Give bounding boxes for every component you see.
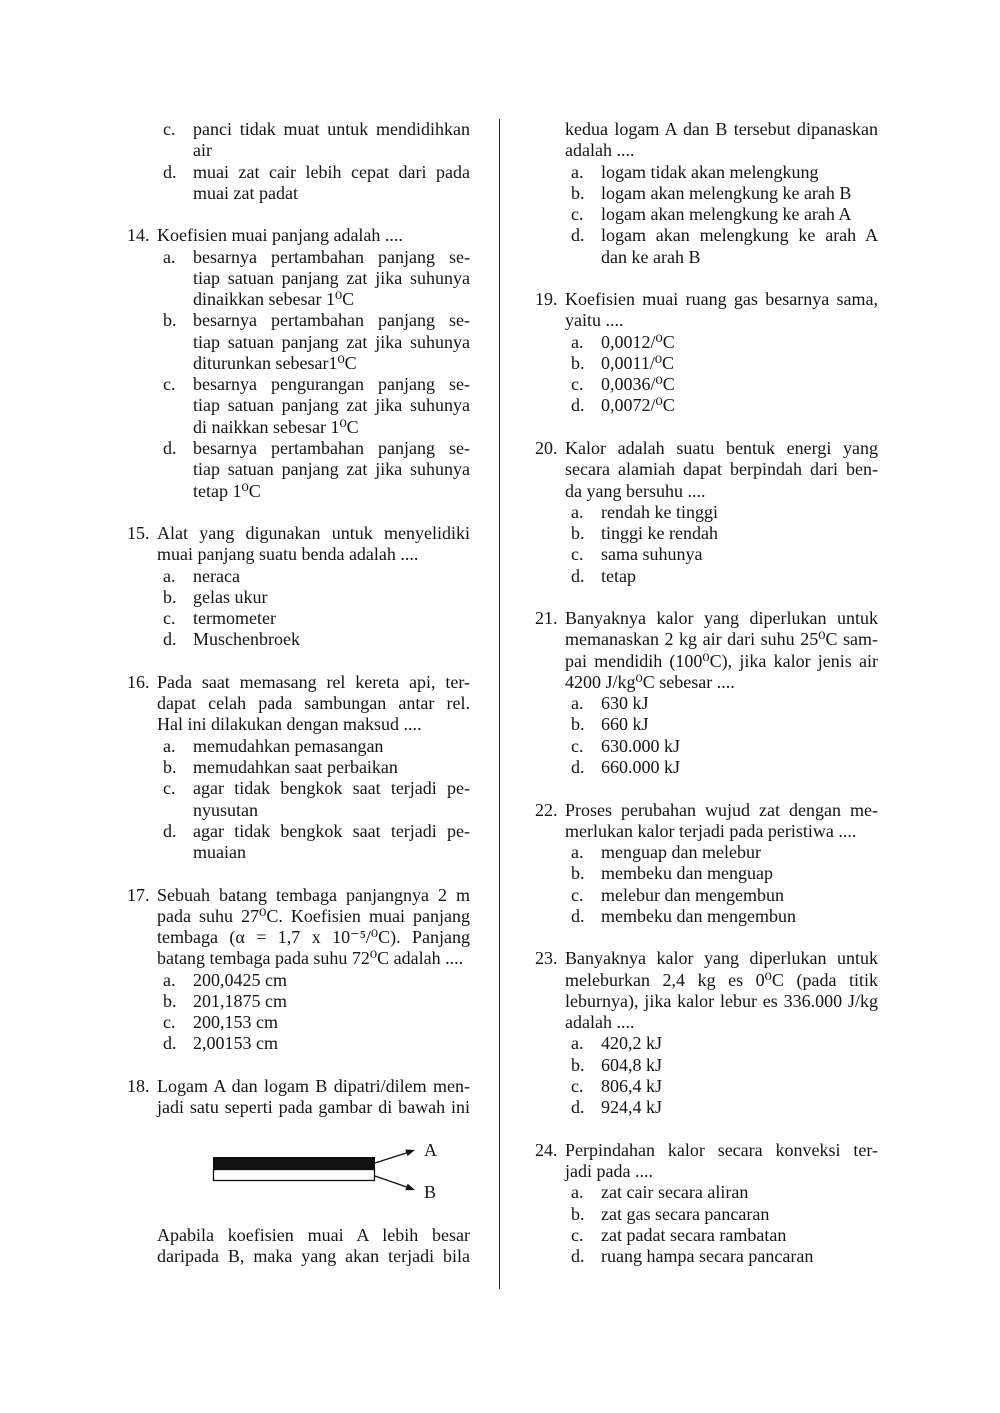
q21-option-c-letter: c. xyxy=(571,735,584,756)
q14-option-b-line: tiap satuan panjang zat jika suhunya xyxy=(193,331,470,352)
q22-option-c-letter: c. xyxy=(571,884,584,905)
q23-option-a-letter: a. xyxy=(571,1033,584,1054)
q20-stem-line: da yang bersuhu .... xyxy=(565,480,706,501)
q23-option-a xyxy=(571,1033,878,1054)
q16-option-c xyxy=(163,778,470,799)
q18-stem xyxy=(127,1075,470,1097)
q22-option-c-text: melebur dan mengembun xyxy=(601,884,784,905)
q15-option-d xyxy=(163,629,470,650)
q17-option-d xyxy=(163,1033,470,1054)
q23-option-c-letter: c. xyxy=(571,1075,584,1096)
q23-stem-line: meleburkan 2,4 kg es 0⁰C (pada titik xyxy=(565,969,878,990)
q24-option-b xyxy=(571,1203,878,1225)
q21-option-a xyxy=(571,693,878,714)
q15-stem xyxy=(127,523,470,544)
q15-number: 15. xyxy=(127,523,150,544)
q15-option-d-letter: d. xyxy=(163,629,177,650)
q14-option-a-letter: a. xyxy=(163,246,176,267)
q23-option-d xyxy=(571,1097,878,1118)
q14-stem xyxy=(127,225,470,246)
q23-option-c-text: 806,4 kJ xyxy=(601,1075,663,1096)
q17-option-c-text: 200,153 cm xyxy=(193,1012,278,1033)
q24-option-a-text: zat cair secara aliran xyxy=(601,1182,749,1203)
q17-stem xyxy=(127,884,470,906)
q20-option-a-letter: a. xyxy=(571,501,584,522)
q18-option-c-text: logam akan melengkung ke arah A xyxy=(601,204,852,225)
q21-stem xyxy=(535,608,878,629)
q19-option-b-text: 0,0011/⁰C xyxy=(601,352,675,373)
q22-stem-line: merlukan kalor terjadi pada peristiwa .... xyxy=(565,820,857,841)
q17-number: 17. xyxy=(127,884,150,905)
q24-option-d-text: ruang hampa secara pancaran xyxy=(601,1246,814,1267)
q20-option-a-text: rendah ke tinggi xyxy=(601,501,718,522)
right-column xyxy=(535,119,878,1267)
q13-option-c-line: air xyxy=(193,140,212,161)
q18-option-c-letter: c. xyxy=(571,204,584,225)
q20-stem-text: Kalor adalah suatu bentuk energi yang xyxy=(565,437,878,458)
q18-option-b xyxy=(571,182,878,204)
q19-stem-line: yaitu .... xyxy=(565,310,624,331)
q22-option-d xyxy=(571,905,878,927)
q16-stem-line: Hal ini dilakukan dengan maksud .... xyxy=(157,714,422,735)
q16-option-b-letter: b. xyxy=(163,756,177,777)
q16-option-c-letter: c. xyxy=(163,778,176,799)
q24-option-b-text: zat gas secara pancaran xyxy=(601,1203,770,1224)
q19-option-c xyxy=(571,374,878,395)
q15-option-a-letter: a. xyxy=(163,565,176,586)
q20-number: 20. xyxy=(535,437,558,458)
q15-option-b-letter: b. xyxy=(163,586,177,607)
q14-option-c-text: besarnya pengurangan panjang se- xyxy=(193,374,470,395)
q23-option-b xyxy=(571,1054,878,1076)
column-divider xyxy=(499,119,500,1289)
q14-option-b-letter: b. xyxy=(163,310,177,331)
q21-option-a-text: 630 kJ xyxy=(601,693,649,714)
q24-option-a xyxy=(571,1182,878,1203)
q19-number: 19. xyxy=(535,289,558,310)
q22-option-b-letter: b. xyxy=(571,863,585,884)
q21-option-b xyxy=(571,714,878,735)
q22-stem xyxy=(535,799,878,821)
q21-option-a-letter: a. xyxy=(571,693,584,714)
q21-option-b-letter: b. xyxy=(571,714,585,735)
q14-option-d-letter: d. xyxy=(163,437,177,458)
q13-option-d-letter: d. xyxy=(163,161,177,182)
q16-option-b-text: memudahkan saat perbaikan xyxy=(193,756,398,777)
q23-number: 23. xyxy=(535,948,558,969)
q18-option-d xyxy=(571,225,878,246)
q24-option-c-text: zat padat secara rambatan xyxy=(601,1224,787,1245)
q20-option-b xyxy=(571,523,878,544)
q14-option-a-text: besarnya pertambahan panjang se- xyxy=(193,246,470,267)
q19-option-a xyxy=(571,331,878,353)
q24-option-d-letter: d. xyxy=(571,1246,585,1267)
q18-figure xyxy=(127,1118,470,1224)
q15-option-c xyxy=(163,608,470,629)
q21-number: 21. xyxy=(535,608,558,629)
q15-option-c-letter: c. xyxy=(163,608,176,629)
q19-stem xyxy=(535,289,878,310)
q18-option-a-letter: a. xyxy=(571,161,584,182)
q18-option-b-letter: b. xyxy=(571,182,585,203)
q23-stem-line: leburnya), jika kalor lebur es 336.000 J/kg xyxy=(565,990,878,1011)
q16-option-a xyxy=(163,735,470,757)
q19-option-d-letter: d. xyxy=(571,395,585,416)
label-b: B xyxy=(424,1182,437,1203)
arrow-a-line xyxy=(375,1153,407,1163)
q18-stem-continued-line: Apabila koefisien muai A lebih besar xyxy=(157,1224,470,1245)
q17-option-d-text: 2,00153 cm xyxy=(193,1033,278,1054)
q14-option-c-letter: c. xyxy=(163,374,176,395)
q18-option-d-line: dan ke arah B xyxy=(601,246,701,267)
q17-option-a xyxy=(163,969,470,991)
q24-stem-line: jadi pada .... xyxy=(565,1161,653,1182)
q15-option-d-text: Muschenbroek xyxy=(193,629,300,650)
q15-option-b xyxy=(163,586,470,608)
q17-stem-line: pada suhu 27⁰C. Koefisien muai panjang xyxy=(157,905,470,926)
q18-stem-continued-line: daripada B, maka yang akan terjadi bila xyxy=(157,1246,470,1267)
q18-option-d-letter: d. xyxy=(571,225,585,246)
q20-option-b-text: tinggi ke rendah xyxy=(601,523,718,544)
q14-option-b-line: diturunkan sebesar1⁰C xyxy=(193,352,357,373)
q21-option-b-text: 660 kJ xyxy=(601,714,649,735)
q18-option-a xyxy=(571,161,878,183)
q18-stem-text: Logam A dan logam B dipatri/dilem men- xyxy=(157,1075,470,1096)
q24-stem-text: Perpindahan kalor secara konveksi ter- xyxy=(565,1139,878,1160)
q19-option-c-letter: c. xyxy=(571,374,584,395)
q17-option-b xyxy=(163,990,470,1012)
q21-option-d-text: 660.000 kJ xyxy=(601,756,681,777)
q14-option-b-text: besarnya pertambahan panjang se- xyxy=(193,310,470,331)
q14-option-c xyxy=(163,374,470,395)
q16-stem xyxy=(127,671,470,693)
q23-stem-line: adalah .... xyxy=(565,1012,635,1033)
q16-option-d xyxy=(163,820,470,842)
q13-option-d xyxy=(163,161,470,183)
q21-stem-line: memanaskan 2 kg air dari suhu 25⁰C sam- xyxy=(565,629,878,650)
q20-option-c xyxy=(571,544,878,565)
q23-option-b-letter: b. xyxy=(571,1054,585,1075)
q17-stem-text: Sebuah batang tembaga panjangnya 2 m xyxy=(157,884,470,905)
q17-option-d-letter: d. xyxy=(163,1033,177,1054)
q22-option-a-letter: a. xyxy=(571,842,584,863)
q13-option-c-letter: c. xyxy=(163,119,176,139)
q24-option-a-letter: a. xyxy=(571,1182,584,1203)
q23-option-a-text: 420,2 kJ xyxy=(601,1033,663,1054)
q20-option-a xyxy=(571,501,878,523)
q20-option-b-letter: b. xyxy=(571,523,585,544)
q17-stem-line: batang tembaga pada suhu 72⁰C adalah .... xyxy=(157,948,464,969)
q17-option-a-letter: a. xyxy=(163,969,176,990)
q18-option-a-text: logam tidak akan melengkung xyxy=(601,161,819,182)
q18-option-d-text: logam akan melengkung ke arah A xyxy=(601,225,878,246)
q14-option-b xyxy=(163,310,470,331)
q22-option-b-text: membeku dan menguap xyxy=(601,863,773,884)
q20-stem xyxy=(535,437,878,459)
q24-option-b-letter: b. xyxy=(571,1203,585,1224)
q20-stem-line: secara alamiah dapat berpindah dari ben- xyxy=(565,459,878,480)
q19-option-d-text: 0,0072/⁰C xyxy=(601,395,675,416)
q23-option-d-letter: d. xyxy=(571,1097,585,1118)
q22-option-d-letter: d. xyxy=(571,905,585,926)
left-column xyxy=(127,119,470,1267)
q20-option-d-text: tetap xyxy=(601,565,636,586)
q13-option-d-line: muai zat padat xyxy=(193,182,298,203)
q14-number: 14. xyxy=(127,225,150,246)
q24-option-c xyxy=(571,1224,878,1246)
q19-option-a-letter: a. xyxy=(571,331,584,352)
arrow-a-head-icon xyxy=(405,1150,415,1157)
q22-option-c xyxy=(571,884,878,906)
q14-option-c-line: di naikkan sebesar 1⁰C xyxy=(193,416,359,437)
q16-option-d-line: muaian xyxy=(193,842,246,863)
q19-option-d xyxy=(571,395,878,416)
q20-option-d-letter: d. xyxy=(571,565,585,586)
q17-option-a-text: 200,0425 cm xyxy=(193,969,287,990)
label-a: A xyxy=(424,1140,437,1161)
q16-option-c-line: nyusutan xyxy=(193,799,258,820)
q22-number: 22. xyxy=(535,799,558,820)
metal-b-bar xyxy=(214,1170,375,1181)
q23-option-d-text: 924,4 kJ xyxy=(601,1097,663,1118)
q19-option-c-text: 0,0036/⁰C xyxy=(601,374,675,395)
q19-option-b-letter: b. xyxy=(571,352,585,373)
q17-option-b-letter: b. xyxy=(163,990,177,1011)
q18-stem-line: jadi satu seperti pada gambar di bawah ini xyxy=(157,1097,470,1118)
q22-option-b xyxy=(571,863,878,884)
q16-option-a-text: memudahkan pemasangan xyxy=(193,735,384,756)
q17-option-c-letter: c. xyxy=(163,1012,176,1033)
q19-option-b xyxy=(571,352,878,374)
q17-stem-line: tembaga (α = 1,7 x 10⁻⁵/⁰C). Panjang xyxy=(157,927,470,948)
q15-option-c-text: termometer xyxy=(193,608,276,629)
q16-stem-line: dapat celah pada sambungan antar rel. xyxy=(157,693,470,714)
q16-number: 16. xyxy=(127,671,150,692)
q23-option-b-text: 604,8 kJ xyxy=(601,1054,663,1075)
q16-stem-text: Pada saat memasang rel kereta api, ter- xyxy=(157,671,470,692)
q19-stem-text: Koefisien muai ruang gas besarnya sama, xyxy=(565,289,878,310)
q13-option-c-text: panci tidak muat untuk mendidihkan xyxy=(193,119,470,139)
q16-option-d-text: agar tidak bengkok saat terjadi pe- xyxy=(193,820,470,841)
q23-stem xyxy=(535,948,878,969)
q14-option-a-line: tiap satuan panjang zat jika suhunya xyxy=(193,267,470,288)
q13-option-c xyxy=(163,119,470,140)
q21-option-c-text: 630.000 kJ xyxy=(601,735,681,756)
arrow-b-head-icon xyxy=(405,1184,415,1191)
q20-option-c-text: sama suhunya xyxy=(601,544,703,565)
q22-option-d-text: membeku dan mengembun xyxy=(601,905,796,926)
q21-option-d xyxy=(571,756,878,778)
q24-option-c-letter: c. xyxy=(571,1224,584,1245)
q21-stem-text: Banyaknya kalor yang diperlukan untuk xyxy=(565,608,878,629)
q20-option-c-letter: c. xyxy=(571,544,584,565)
q15-option-a-text: neraca xyxy=(193,565,240,586)
q23-stem-text: Banyaknya kalor yang diperlukan untuk xyxy=(565,948,878,969)
q16-option-d-letter: d. xyxy=(163,820,177,841)
q15-stem-line: muai panjang suatu benda adalah .... xyxy=(157,544,419,565)
bimetal-strip-diagram xyxy=(200,1134,460,1209)
q18-stem-continued-line: adalah .... xyxy=(565,140,635,161)
q14-option-d-line: tiap satuan panjang zat jika suhunya xyxy=(193,459,470,480)
q24-option-d xyxy=(571,1246,878,1267)
q14-option-c-line: tiap satuan panjang zat jika suhunya xyxy=(193,395,470,416)
q13-option-d-text: muai zat cair lebih cepat dari pada xyxy=(193,161,470,182)
q22-option-a-text: menguap dan melebur xyxy=(601,842,761,863)
q19-option-a-text: 0,0012/⁰C xyxy=(601,331,675,352)
metal-a-bar xyxy=(213,1157,375,1169)
q15-option-b-text: gelas ukur xyxy=(193,586,268,607)
q20-option-d xyxy=(571,565,878,587)
q14-option-d-line: tetap 1⁰C xyxy=(193,480,261,501)
q18-number: 18. xyxy=(127,1075,150,1096)
q21-stem-line: 4200 J/kg⁰C sebesar .... xyxy=(565,671,735,692)
q24-stem xyxy=(535,1139,878,1161)
q16-option-c-text: agar tidak bengkok saat terjadi pe- xyxy=(193,778,470,799)
q14-option-d-text: besarnya pertambahan panjang se- xyxy=(193,437,470,458)
q21-option-d-letter: d. xyxy=(571,756,585,777)
q21-stem-line: pai mendidih (100⁰C), jika kalor jenis air xyxy=(565,650,878,671)
q15-stem-text: Alat yang digunakan untuk menyelidiki xyxy=(157,523,470,544)
q22-option-a xyxy=(571,842,878,863)
q17-option-c xyxy=(163,1012,470,1033)
q17-option-b-text: 201,1875 cm xyxy=(193,990,287,1011)
q23-option-c xyxy=(571,1075,878,1097)
q14-stem-text: Koefisien muai panjang adalah .... xyxy=(157,225,403,246)
q15-option-a xyxy=(163,565,470,587)
q14-option-d xyxy=(163,437,470,459)
q18-option-c xyxy=(571,204,878,225)
q24-number: 24. xyxy=(535,1139,558,1160)
q21-option-c xyxy=(571,735,878,757)
q18-stem-continued-line: kedua logam A dan B tersebut dipanaskan xyxy=(565,119,878,139)
q16-option-b xyxy=(163,756,470,778)
arrow-b-line xyxy=(375,1176,407,1187)
q16-option-a-letter: a. xyxy=(163,735,176,756)
q14-option-a-line: dinaikkan sebesar 1⁰C xyxy=(193,289,355,310)
q22-stem-text: Proses perubahan wujud zat dengan me- xyxy=(565,799,878,820)
q14-option-a xyxy=(163,246,470,268)
q18-option-b-text: logam akan melengkung ke arah B xyxy=(601,182,852,203)
